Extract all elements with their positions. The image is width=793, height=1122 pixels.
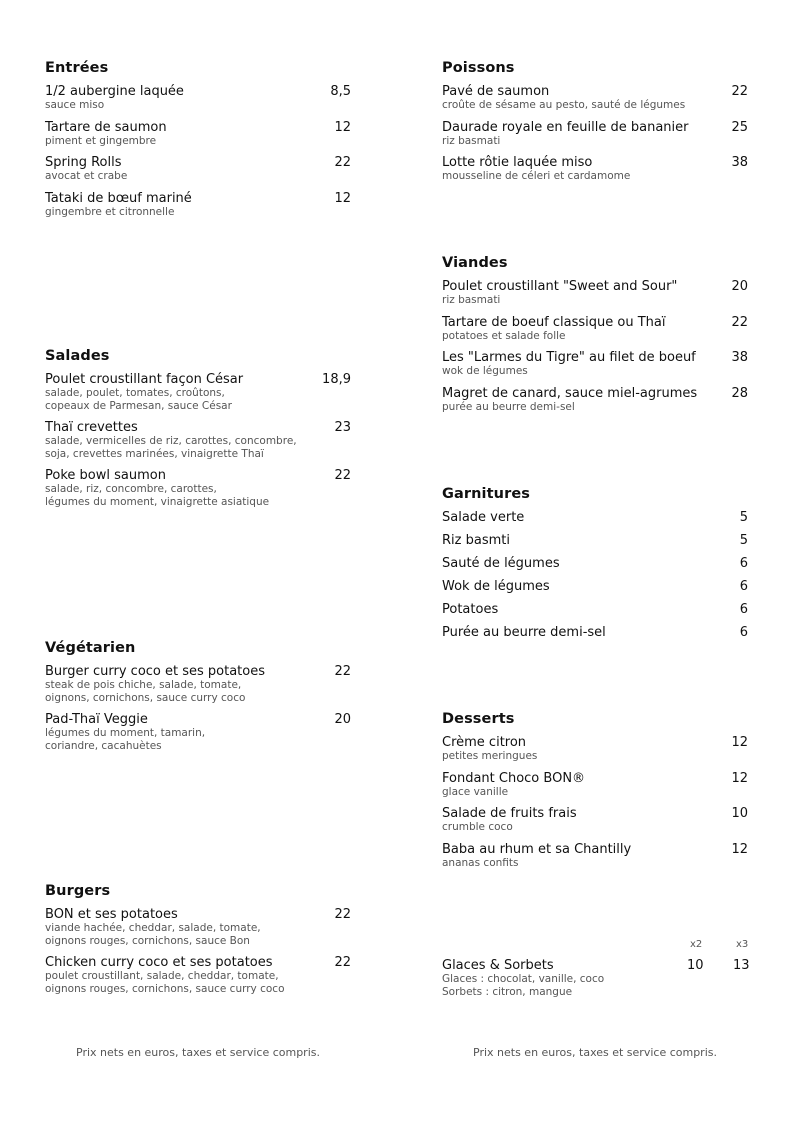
menu-item-row [442, 771, 748, 786]
menu-item-price: 25 [731, 119, 748, 135]
section-title: Garnitures [442, 486, 530, 502]
menu-item-name: Thaï crevettes [45, 420, 138, 435]
menu-item-name: Poulet croustillant "Sweet and Sour" [442, 279, 678, 294]
menu-item-price: 12 [731, 770, 748, 786]
menu-item-row [442, 84, 748, 99]
menu-item-description: riz basmati [442, 134, 501, 147]
menu-item-row [442, 155, 748, 170]
menu-item-row [442, 120, 748, 135]
menu-item-price: 22 [334, 468, 351, 483]
menu-item-name: Les "Larmes du Tigre" au filet de boeuf [442, 350, 696, 365]
menu-item-price: 22 [334, 664, 351, 679]
menu-item-row [45, 907, 351, 922]
menu-item-description: gingembre et citronnelle [45, 205, 175, 218]
menu-item-name: Purée au beurre demi-sel [442, 625, 606, 640]
menu-item [442, 120, 748, 148]
menu-list [442, 510, 748, 640]
menu-item-price: 5 [739, 510, 748, 525]
menu-item-name: Magret de canard, sauce miel-agrumes [442, 385, 698, 401]
menu-item [442, 155, 748, 183]
menu-item-row [442, 350, 748, 365]
menu-item-name: Spring Rolls [45, 155, 122, 170]
glaces-desc: Glaces : chocolat, vanille, coco Sorbets : citron, mangue [442, 973, 605, 998]
footer-note-right: Prix nets en euros, taxes et service compris. [473, 1046, 717, 1059]
menu-item-name: Sauté de légumes [442, 556, 560, 571]
section-salades [45, 347, 351, 516]
menu-item-row [45, 155, 351, 170]
menu-item-price: 38 [731, 350, 748, 365]
menu-item-price: 6 [739, 556, 748, 571]
menu-item-name: Salade verte [442, 510, 525, 525]
menu-item [442, 625, 748, 640]
menu-item-name: Tartare de saumon [45, 119, 167, 135]
section-entrees [45, 59, 351, 226]
glaces-price-x2: 10 [687, 958, 704, 973]
menu-item-price: 12 [731, 841, 748, 857]
section-title: Poissons [442, 60, 515, 76]
menu-item [45, 372, 351, 412]
menu-item-row [442, 510, 748, 525]
menu-item [442, 315, 748, 343]
menu-item-description: glace vanille [442, 785, 509, 798]
section-poissons [442, 59, 748, 191]
menu-list [45, 372, 351, 508]
menu-item-name: Burger curry coco et ses potatoes [45, 664, 266, 679]
menu-list [442, 84, 748, 183]
menu-item-price: 20 [334, 712, 351, 727]
menu-item-price: 20 [731, 279, 748, 294]
menu-item [45, 907, 351, 947]
glaces-name: Glaces & Sorbets [442, 958, 554, 973]
menu-item-name: Baba au rhum et sa Chantilly [442, 841, 632, 857]
menu-item-name: Riz basmti [442, 533, 510, 548]
section-title: Desserts [442, 711, 515, 727]
menu-list [45, 664, 351, 752]
menu-item-description: petites meringues [442, 750, 538, 762]
menu-item-description: mousseline de céleri et cardamome [442, 170, 631, 182]
menu-item-name: BON et ses potatoes [45, 907, 178, 922]
menu-item-name: Pad-Thaï Veggie [45, 712, 148, 727]
menu-item [45, 155, 351, 183]
menu-item-name: Potatoes [442, 602, 499, 617]
menu-item [442, 533, 748, 548]
menu-item [442, 279, 748, 307]
menu-item-row [45, 84, 351, 99]
glaces-price-x3: 13 [733, 958, 750, 973]
menu-item-description: riz basmati [442, 294, 501, 306]
menu-item-description: wok de légumes [442, 365, 528, 377]
menu-item-row [45, 372, 351, 387]
menu-item-name: Tataki de bœuf mariné [45, 190, 192, 206]
menu-item-row [442, 806, 748, 821]
menu-item-name: Salade de fruits frais [442, 806, 577, 821]
menu-item-description: viande hachée, cheddar, salade, tomate, oignons rouges, cornichons, sauce Bon [45, 922, 261, 947]
menu-item-row [45, 191, 351, 206]
menu-item-name: Fondant Choco BON® [442, 770, 586, 786]
menu-item-price: 22 [731, 314, 748, 330]
menu-item [45, 955, 351, 995]
menu-item-row [45, 712, 351, 727]
section-title: Entrées [45, 60, 109, 76]
menu-item-row [442, 315, 748, 330]
menu-item-row [442, 625, 748, 640]
menu-item [442, 771, 748, 799]
menu-item [442, 842, 748, 870]
menu-item-price: 38 [731, 155, 748, 170]
menu-item-price: 12 [334, 190, 351, 206]
menu-item-row [442, 735, 748, 750]
menu-item-row [45, 664, 351, 679]
menu-item-name: Poulet croustillant façon César [45, 372, 244, 387]
menu-item-name: Crème citron [442, 735, 527, 750]
menu-list [442, 279, 748, 413]
glaces-col-x3-label: x3 [736, 939, 749, 950]
section-desserts [442, 710, 748, 877]
menu-item-price: 5 [739, 533, 748, 548]
menu-item [45, 468, 351, 508]
menu-item [442, 386, 748, 414]
menu-list [45, 84, 351, 218]
menu-item-price: 22 [334, 955, 351, 970]
menu-item-name: Pavé de saumon [442, 84, 550, 99]
menu-item-description: croûte de sésame au pesto, sauté de légumes [442, 99, 686, 111]
menu-item-row [45, 955, 351, 970]
menu-item-price: 22 [334, 155, 351, 170]
menu-item-price: 28 [731, 385, 748, 401]
menu-item-name: Tartare de boeuf classique ou Thaï [442, 314, 666, 330]
section-title: Burgers [45, 883, 111, 899]
menu-item-description: ananas confits [442, 856, 519, 869]
section-vegetarien [45, 639, 351, 760]
menu-item-name: 1/2 aubergine laquée [45, 84, 184, 99]
menu-item [45, 712, 351, 752]
menu-item [45, 420, 351, 460]
menu-item [442, 602, 748, 617]
menu-item-price: 12 [334, 119, 351, 135]
menu-item-price: 23 [334, 420, 351, 435]
menu-item-row [442, 533, 748, 548]
menu-item-price: 8,5 [330, 84, 351, 99]
section-title: Végétarien [45, 640, 136, 656]
section-burgers [45, 882, 351, 1003]
menu-item-price: 22 [334, 907, 351, 922]
menu-item [442, 735, 748, 763]
menu-list [442, 735, 748, 869]
menu-item-description: salade, poulet, tomates, croûtons, copeaux de Parmesan, sauce César [45, 387, 232, 412]
menu-item-description: avocat et crabe [45, 170, 128, 182]
menu-item [45, 120, 351, 148]
menu-item [442, 579, 748, 594]
footer-note-left: Prix nets en euros, taxes et service compris. [76, 1046, 320, 1059]
menu-item [442, 510, 748, 525]
menu-item-description: légumes du moment, tamarin, coriandre, cacahuètes [45, 727, 206, 752]
menu-item-row [442, 842, 748, 857]
menu-item-description: salade, riz, concombre, carottes, légumes du moment, vinaigrette asiatique [45, 483, 270, 508]
menu-item [45, 191, 351, 219]
section-title: Viandes [442, 255, 508, 271]
menu-item-description: piment et gingembre [45, 134, 157, 147]
menu-item-description: sauce miso [45, 99, 105, 111]
menu-item [442, 556, 748, 571]
menu-item-description: steak de pois chiche, salade, tomate, oignons, cornichons, sauce curry coco [45, 679, 246, 704]
section-garnitures [442, 485, 748, 648]
menu-item-description: crumble coco [442, 821, 513, 833]
menu-item-price: 22 [731, 84, 748, 99]
menu-item-row [442, 386, 748, 401]
menu-item-name: Lotte rôtie laquée miso [442, 155, 593, 170]
section-viandes [442, 254, 748, 421]
menu-item-name: Chicken curry coco et ses potatoes [45, 955, 273, 970]
menu-item-price: 18,9 [322, 372, 351, 387]
menu-item-price: 12 [731, 735, 748, 750]
section-title: Salades [45, 348, 110, 364]
menu-item [442, 84, 748, 112]
menu-item-price: 6 [739, 625, 748, 640]
menu-item-description: salade, vermicelles de riz, carottes, concombre, soja, crevettes marinées, vinaigrette Thaï [45, 435, 297, 460]
menu-item-row [442, 556, 748, 571]
menu-item [45, 84, 351, 112]
menu-item [45, 664, 351, 704]
menu-item-price: 6 [739, 602, 748, 617]
menu-item-row [442, 602, 748, 617]
menu-item-row [442, 279, 748, 294]
menu-item-description: purée au beurre demi-sel [442, 400, 575, 413]
menu-item-row [45, 120, 351, 135]
menu-item-row [45, 420, 351, 435]
menu-item-name: Daurade royale en feuille de bananier [442, 119, 689, 135]
menu-item-description: potatoes et salade folle [442, 329, 566, 342]
menu-item-price: 6 [739, 579, 748, 594]
menu-item-price: 10 [731, 806, 748, 821]
menu-item [442, 806, 748, 834]
menu-item [442, 350, 748, 378]
menu-item-name: Wok de légumes [442, 579, 550, 594]
menu-list [45, 907, 351, 995]
menu-item-description: poulet croustillant, salade, cheddar, tomate, oignons rouges, cornichons, sauce curry coco [45, 970, 285, 995]
menu-item-row [442, 579, 748, 594]
glaces-col-x2-label: x2 [690, 939, 703, 950]
menu-item-name: Poke bowl saumon [45, 468, 166, 483]
menu-item-row [45, 468, 351, 483]
